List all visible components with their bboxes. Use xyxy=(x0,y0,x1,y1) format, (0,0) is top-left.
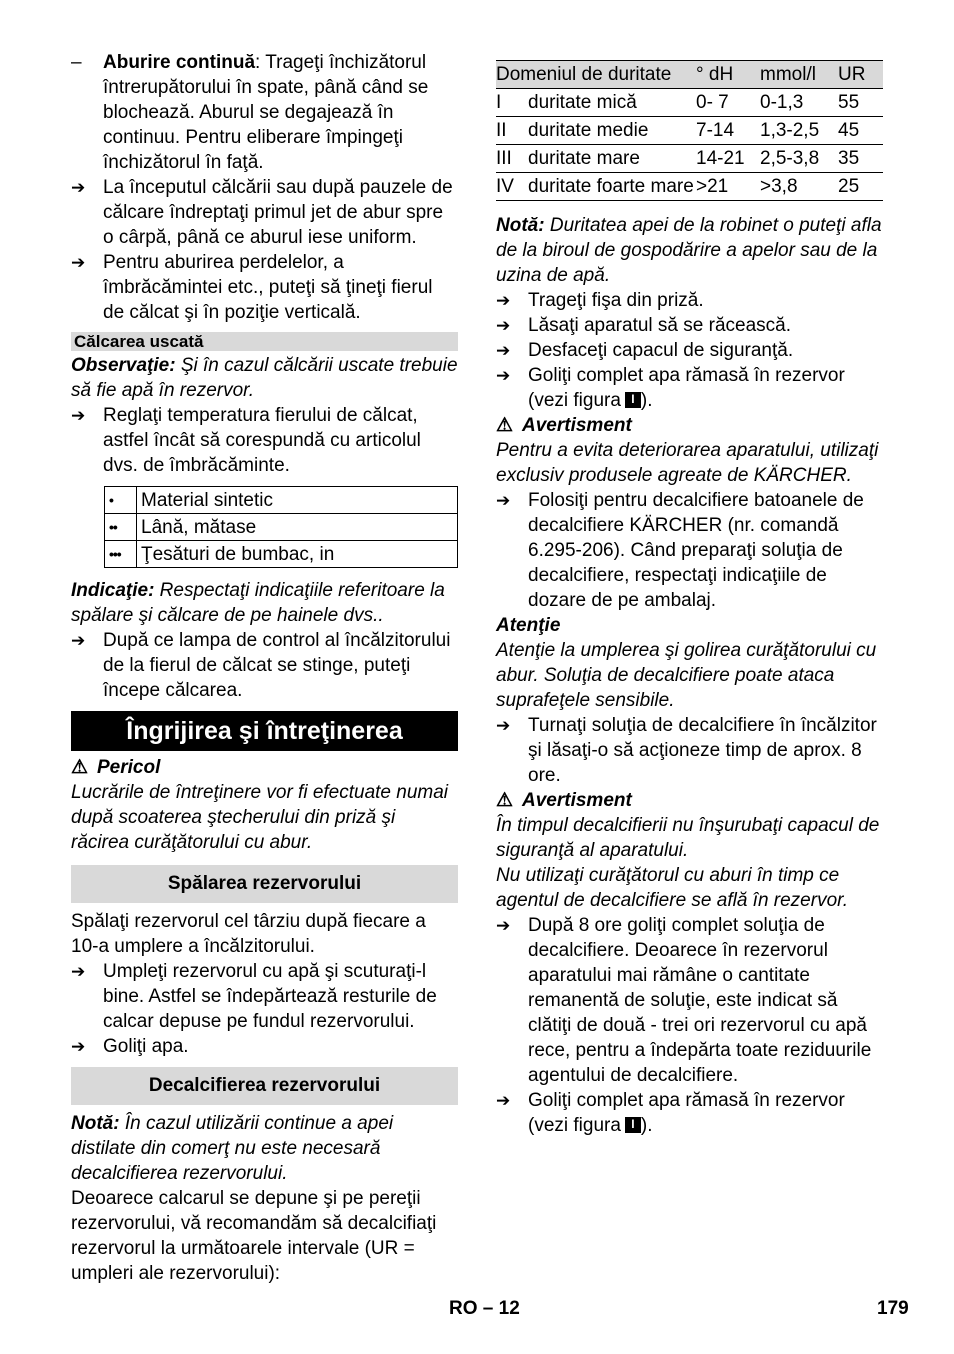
arrow-item-unplug xyxy=(496,288,883,313)
observation-label: Observaţie: xyxy=(71,355,176,376)
warning-title: Avertisment xyxy=(522,415,632,436)
note-label: Notă: xyxy=(71,1113,120,1134)
mmol-value: 1,3-2,5 xyxy=(760,117,838,145)
tank-rinse-text: Spălaţi rezervorul cel târziu după fiecare a 10-a umplere a încălzitorului. xyxy=(71,911,426,957)
arrow-icon: ➔ xyxy=(496,341,511,360)
mmol-value: 2,5-3,8 xyxy=(760,145,838,173)
warning-title-row xyxy=(496,413,883,438)
range-number: I xyxy=(496,89,528,117)
continuous-steam-text: : Trageţi închizătorul întrerupătorului în spate, până când se blochează. Aburul se degajează în continuu. Pentru eliberare împingeţi închizătorul în faţă. xyxy=(103,52,429,173)
warning-text-no-use: Nu utilizaţi curăţătorul cu aburi în timp ce agentul de decalcifiere se află în rezervor. xyxy=(496,865,849,911)
range-number: III xyxy=(496,145,528,173)
table-row xyxy=(496,173,883,201)
page-code: RO – 12 xyxy=(449,1298,520,1319)
arrow-icon: ➔ xyxy=(496,716,511,735)
water-hardness-note xyxy=(496,213,883,288)
range-number: IV xyxy=(496,173,528,201)
arrow-icon: ➔ xyxy=(496,316,511,335)
ur-value: 45 xyxy=(838,117,883,145)
temperature-dots: •• xyxy=(105,514,137,541)
warning-icon: ⚠ xyxy=(71,757,89,778)
warning-text: Pentru a evita deteriorarea aparatului, utilizaţi exclusiv produsele agreate de KÄRCHER. xyxy=(496,440,879,486)
column-header: UR xyxy=(838,61,883,89)
range-number: II xyxy=(496,117,528,145)
dash-icon: – xyxy=(71,52,82,73)
arrow-icon: ➔ xyxy=(71,1037,86,1056)
warning-icon: ⚠ xyxy=(496,415,514,436)
fill-shake-text: Umpleţi rezervorul cu apă şi scuturaţi-l bine. Astfel se îndepărtează resturile de calcar depuse pe fundul rezervorului. xyxy=(103,961,437,1032)
temperature-dots: • xyxy=(105,487,137,514)
descaling-intervals-text: Deoarece calcarul se depune şi pe pereţii rezervorului, vă recomandăm să decalcifiaţi rezervorul la următoarele intervale (UR = umpleri ale rezervorului): xyxy=(71,1188,437,1284)
arrow-item-descaling-sticks xyxy=(496,488,883,613)
arrow-item-pour-solution xyxy=(496,713,883,788)
cool-down-text: Lăsaţi aparatul să se răcească. xyxy=(528,315,791,336)
arrow-icon: ➔ xyxy=(496,916,511,935)
table-header-row xyxy=(496,61,883,89)
arrow-item-empty-tank xyxy=(496,363,883,413)
table-row xyxy=(105,487,458,514)
table-row xyxy=(496,89,883,117)
arrow-icon: ➔ xyxy=(71,631,86,650)
column-header: Domeniul de duritate xyxy=(496,61,696,89)
arrow-icon: ➔ xyxy=(496,1091,511,1110)
warning-title: Avertisment xyxy=(522,790,632,811)
empty-tank-end: ). xyxy=(640,390,653,411)
fabric-name: Material sintetic xyxy=(137,487,458,514)
ur-value: 25 xyxy=(838,173,883,201)
fabric-name: Lână, mătase xyxy=(137,514,458,541)
empty-tank-final-end: ). xyxy=(640,1115,653,1136)
indication-note xyxy=(71,578,458,628)
arrow-icon: ➔ xyxy=(496,366,511,385)
warning-title-row xyxy=(496,788,883,813)
dash-item-continuous-steam xyxy=(71,50,458,175)
table-row xyxy=(105,514,458,541)
subsection-heading-descaling: Decalcifierea rezervorului xyxy=(71,1067,458,1105)
mmol-value: 0-1,3 xyxy=(760,89,838,117)
arrow-item-empty-tank-final xyxy=(496,1088,883,1138)
table-row xyxy=(105,541,458,568)
section-heading-care: Îngrijirea şi întreţinerea xyxy=(71,711,458,751)
dh-value: >21 xyxy=(696,173,760,201)
dh-value: 14-21 xyxy=(696,145,760,173)
temperature-dots: ••• xyxy=(105,541,137,568)
dh-value: 0- 7 xyxy=(696,89,760,117)
column-header: mmol/l xyxy=(760,61,838,89)
right-column xyxy=(496,58,883,1138)
fabric-name: Ţesături de bumbac, in xyxy=(137,541,458,568)
warning-text-cap: În timpul decalcifierii nu înşurubaţi capacul de siguranţă al aparatului. xyxy=(496,815,880,861)
continuous-steam-label: Aburire continuă xyxy=(103,52,256,73)
page-number: 179 xyxy=(877,1298,909,1319)
note-label: Notă: xyxy=(496,215,545,236)
danger-text: Lucrările de întreţinere vor fi efectuate numai după scoaterea ştecherului din priză şi răcirea curăţătorului cu abur. xyxy=(71,782,449,853)
empty-tank-text: Goliţi complet apa rămasă în rezervor (vezi figura xyxy=(528,365,845,411)
ur-value: 55 xyxy=(838,89,883,117)
range-name: duritate mică xyxy=(528,89,696,117)
arrow-icon: ➔ xyxy=(71,962,86,981)
descaling-sticks-text: Folosiţi pentru decalcifiere batoanele de decalcifiere KÄRCHER (nr. comandă 6.295-206). Când preparaţi soluţia de decalcifiere, respectaţi indicaţiile de dozare de pe ambalaj. xyxy=(528,490,864,611)
attention-text: Atenţie la umplerea şi golirea curăţătorului cu abur. Soluţia de decalcifiere poate ataca suprafeţele sensibile. xyxy=(496,640,877,711)
observation-text: Şi în cazul călcării uscate trebuie să fie apă în rezervor. xyxy=(71,355,458,401)
arrow-item-empty-water xyxy=(71,1034,458,1059)
figure-reference-icon xyxy=(625,392,641,408)
arrow-icon: ➔ xyxy=(496,291,511,310)
fabric-temperature-table xyxy=(104,486,458,568)
indication-label: Indicaţie: xyxy=(71,580,155,601)
empty-water-text: Goliţi apa. xyxy=(103,1036,189,1057)
warning-icon: ⚠ xyxy=(496,790,514,811)
drain-solution-text: După 8 ore goliţi complet soluţia de decalcifiere. Deoarece în rezervorul aparatului mai rămâne o cantitate remanentă de soluţie, este indicat să clătiţi de două - trei ori rezervorul cu apă rece, pentru a îndepărta toate reziduurile agentului de decalcifiere. xyxy=(528,915,872,1086)
attention-title: Atenţie xyxy=(496,615,561,636)
water-hardness-table xyxy=(496,60,883,201)
range-name: duritate medie xyxy=(528,117,696,145)
left-column xyxy=(71,50,458,1286)
mmol-value: >3,8 xyxy=(760,173,838,201)
vertical-text: Pentru aburirea perdelelor, a îmbrăcămintei etc., puteţi să ţineţi fierul de călcat şi în poziţie verticală. xyxy=(103,252,433,323)
indication-text: Respectaţi indicaţiile referitoare la spălare şi călcare de pe hainele dvs.. xyxy=(71,580,445,626)
arrow-item-cool-down xyxy=(496,313,883,338)
distilled-note xyxy=(71,1111,458,1186)
figure-reference-icon xyxy=(625,1117,641,1133)
empty-tank-final-text: Goliţi complet apa rămasă în rezervor (vezi figura xyxy=(528,1090,845,1136)
danger-title: Pericol xyxy=(97,757,161,778)
dh-value: 7-14 xyxy=(696,117,760,145)
arrow-item-fill-shake xyxy=(71,959,458,1034)
open-cap-text: Desfaceţi capacul de siguranţă. xyxy=(528,340,794,361)
unplug-text: Trageţi fişa din priză. xyxy=(528,290,704,311)
first-jet-text: La începutul călcării sau după pauzele de călcare îndreptaţi primul jet de abur spre o cârpă, până ce aburul iese uniform. xyxy=(103,177,453,248)
table-row xyxy=(496,117,883,145)
pour-solution-text: Turnaţi soluţia de decalcifiere în încălzitor şi lăsaţi-o să acţioneze timp de aprox. 8 ore. xyxy=(528,715,877,786)
arrow-item-control-lamp xyxy=(71,628,458,703)
arrow-icon: ➔ xyxy=(71,406,86,425)
figure-label: I xyxy=(631,392,635,406)
arrow-icon: ➔ xyxy=(71,253,86,272)
observation-note xyxy=(71,353,458,403)
figure-label: I xyxy=(631,1117,635,1131)
control-lamp-text: După ce lampa de control al încălzitorului de la fierul de călcat se stinge, puteţi începe călcarea. xyxy=(103,630,451,701)
column-header: ° dH xyxy=(696,61,760,89)
table-row xyxy=(496,145,883,173)
arrow-icon: ➔ xyxy=(71,178,86,197)
distilled-note-text: În cazul utilizării continue a apei distilate din comerţ nu este necesară decalcifierea rezervorului. xyxy=(71,1113,394,1184)
range-name: duritate mare xyxy=(528,145,696,173)
set-temperature-text: Reglaţi temperatura fierului de călcat, astfel încât să corespundă cu articolul dvs. de îmbrăcăminte. xyxy=(103,405,421,476)
subheading-dry-ironing: Călcarea uscată xyxy=(71,332,458,351)
range-name: duritate foarte mare xyxy=(528,173,696,201)
arrow-icon: ➔ xyxy=(496,491,511,510)
danger-title-row xyxy=(71,755,458,780)
ur-value: 35 xyxy=(838,145,883,173)
arrow-item-open-cap xyxy=(496,338,883,363)
arrow-item-drain-solution xyxy=(496,913,883,1088)
arrow-item-set-temperature xyxy=(71,403,458,478)
arrow-item-vertical xyxy=(71,250,458,325)
subsection-heading-tank-rinse: Spălarea rezervorului xyxy=(71,865,458,903)
water-hardness-note-text: Duritatea apei de la robinet o puteţi afla de la biroul de gospodărire a apelor sau de la uzina de apă. xyxy=(496,215,882,286)
arrow-item-first-jet xyxy=(71,175,458,250)
